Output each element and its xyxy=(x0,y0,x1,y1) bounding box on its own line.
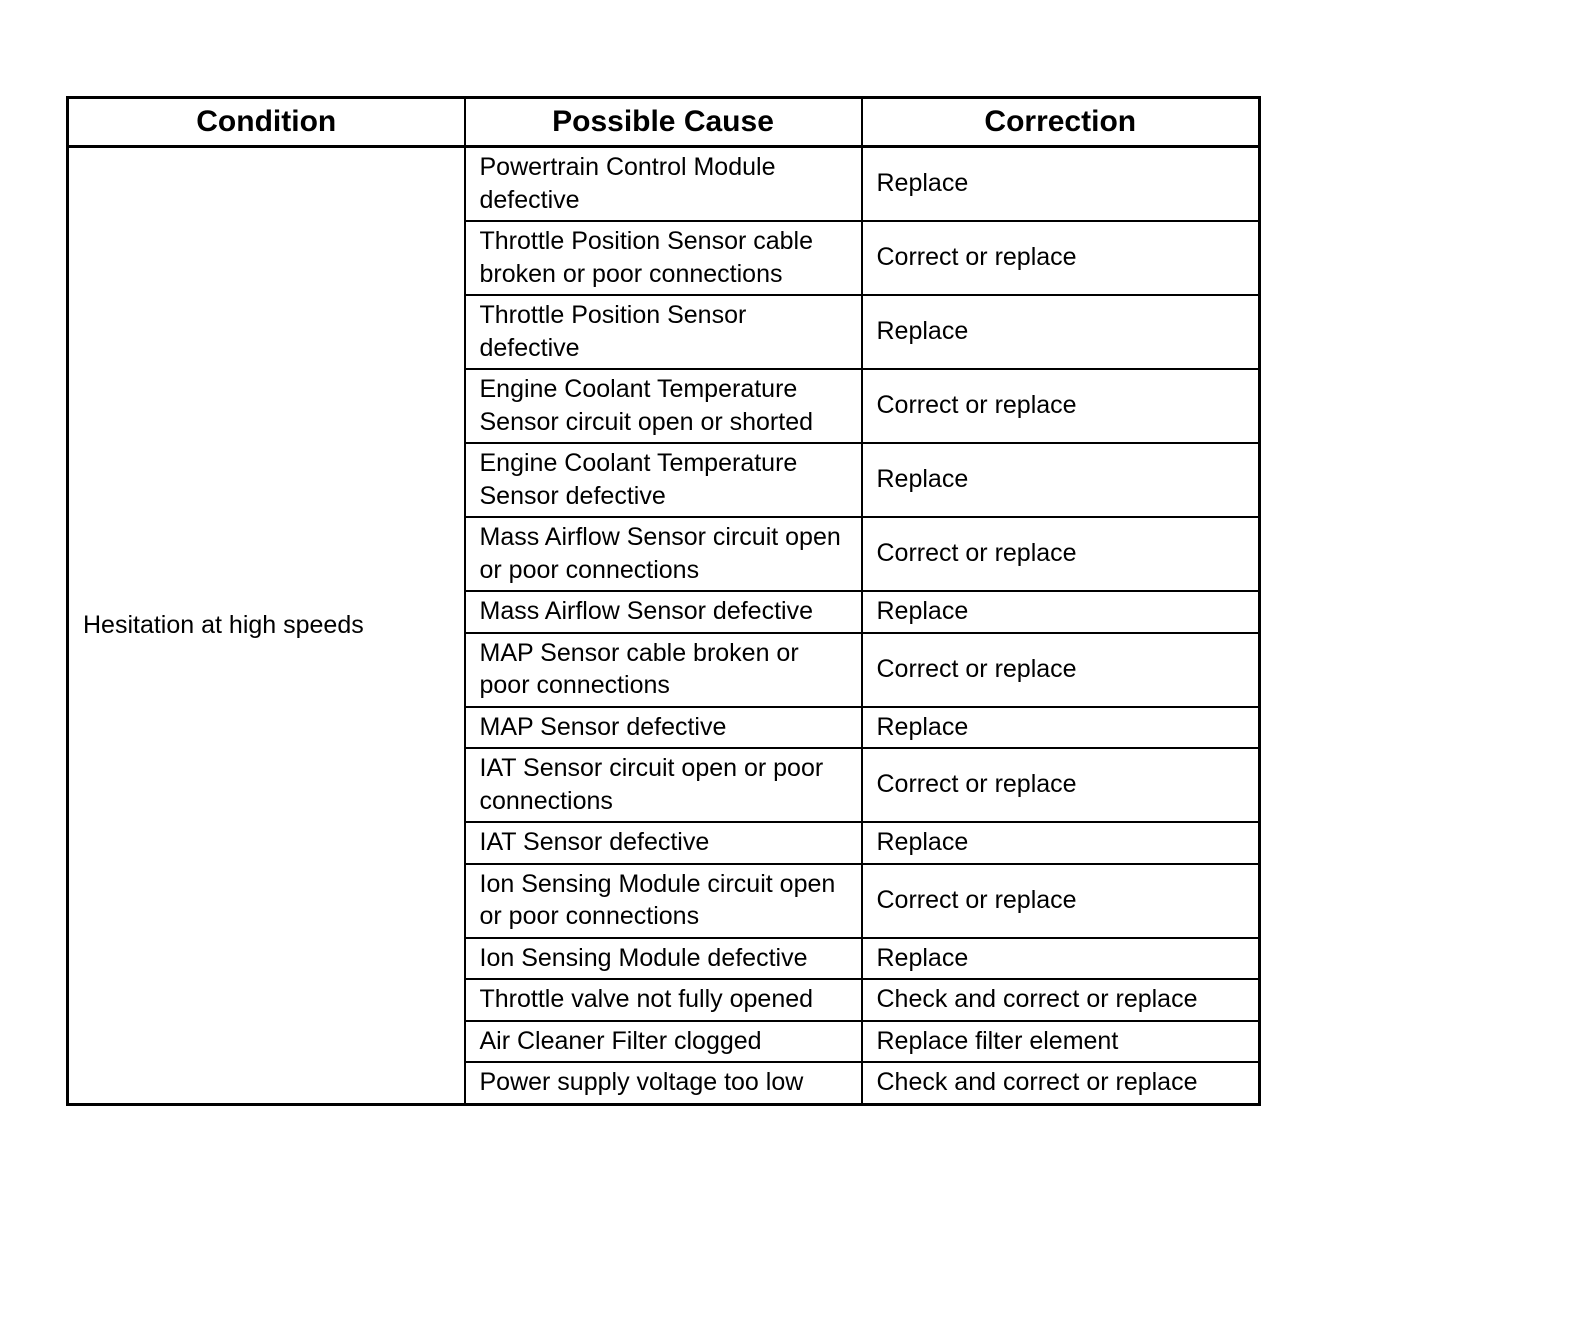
cause-cell: IAT Sensor defective xyxy=(465,822,862,864)
cause-cell: Throttle Position Sensor defective xyxy=(465,295,862,369)
cause-cell: Throttle valve not fully opened xyxy=(465,979,862,1021)
correction-cell: Check and correct or replace xyxy=(862,979,1260,1021)
condition-cell: Hesitation at high speeds xyxy=(68,147,465,1105)
cause-cell: Powertrain Control Module defective xyxy=(465,147,862,222)
correction-cell: Replace xyxy=(862,707,1260,749)
correction-cell: Replace xyxy=(862,822,1260,864)
correction-cell: Correct or replace xyxy=(862,864,1260,938)
correction-cell: Replace xyxy=(862,591,1260,633)
correction-cell: Replace xyxy=(862,147,1260,222)
correction-cell: Replace xyxy=(862,938,1260,980)
correction-cell: Correct or replace xyxy=(862,221,1260,295)
cause-cell: Air Cleaner Filter clogged xyxy=(465,1021,862,1063)
cause-cell: Engine Coolant Temperature Sensor defective xyxy=(465,443,862,517)
cause-cell: MAP Sensor defective xyxy=(465,707,862,749)
diagnosis-table xyxy=(66,96,1261,1106)
cause-cell: Mass Airflow Sensor circuit open or poor connections xyxy=(465,517,862,591)
cause-cell: Engine Coolant Temperature Sensor circuit open or shorted xyxy=(465,369,862,443)
cause-cell: IAT Sensor circuit open or poor connections xyxy=(465,748,862,822)
correction-cell: Replace filter element xyxy=(862,1021,1260,1063)
table-body xyxy=(68,147,1260,1105)
cause-cell: Ion Sensing Module defective xyxy=(465,938,862,980)
cause-cell: Power supply voltage too low xyxy=(465,1062,862,1104)
header-correction: Correction xyxy=(862,98,1260,147)
cause-cell: Mass Airflow Sensor defective xyxy=(465,591,862,633)
cause-cell: MAP Sensor cable broken or poor connections xyxy=(465,633,862,707)
correction-cell: Correct or replace xyxy=(862,633,1260,707)
header-possible-cause: Possible Cause xyxy=(465,98,862,147)
table-row xyxy=(68,147,1260,222)
correction-cell: Correct or replace xyxy=(862,748,1260,822)
correction-cell: Correct or replace xyxy=(862,369,1260,443)
header-condition: Condition xyxy=(68,98,465,147)
cause-cell: Ion Sensing Module circuit open or poor connections xyxy=(465,864,862,938)
correction-cell: Check and correct or replace xyxy=(862,1062,1260,1104)
header-row xyxy=(68,98,1260,147)
cause-cell: Throttle Position Sensor cable broken or poor connections xyxy=(465,221,862,295)
correction-cell: Replace xyxy=(862,443,1260,517)
correction-cell: Correct or replace xyxy=(862,517,1260,591)
correction-cell: Replace xyxy=(862,295,1260,369)
